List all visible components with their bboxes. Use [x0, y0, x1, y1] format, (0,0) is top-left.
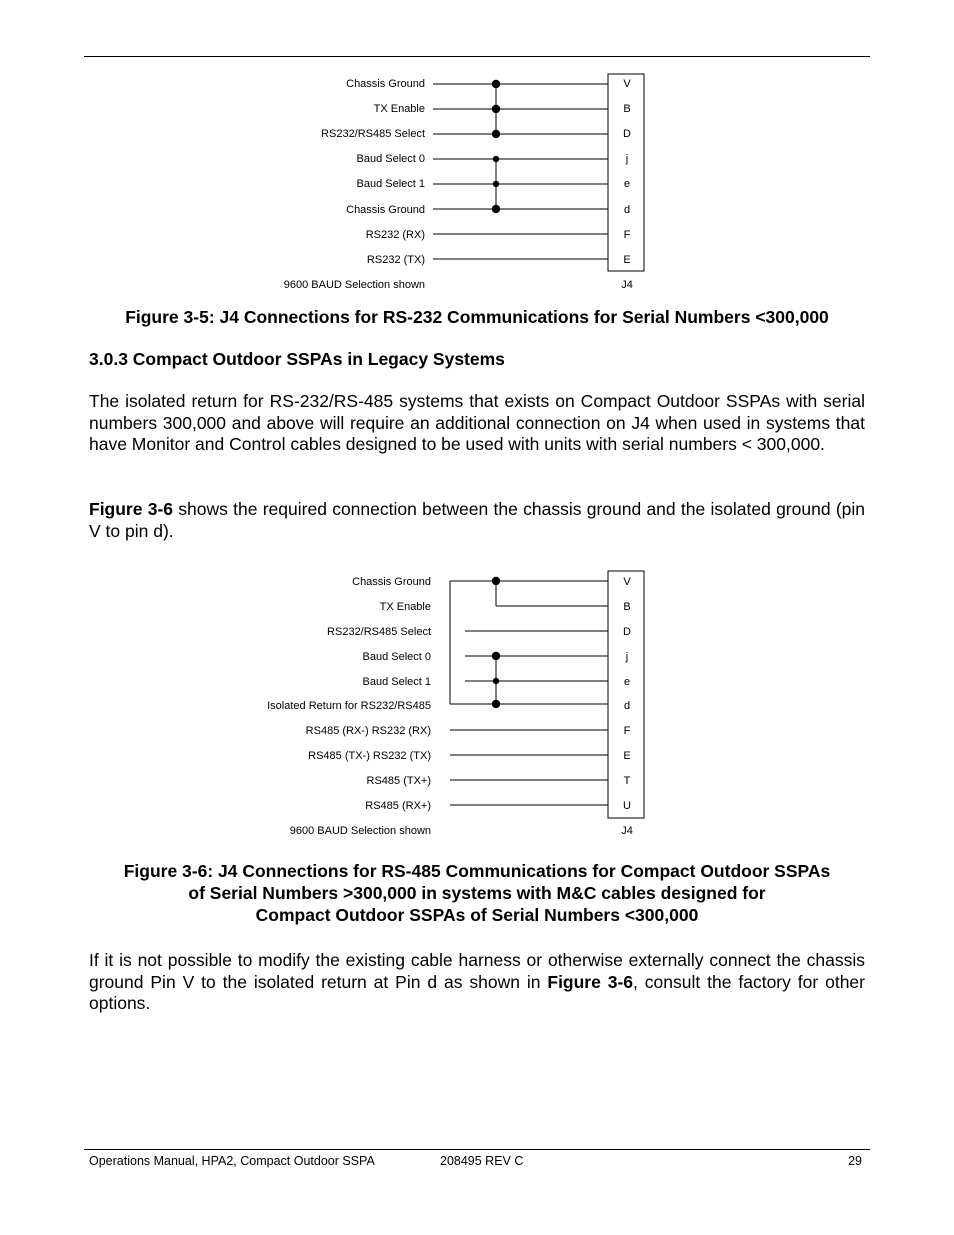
pin-label: B: [623, 103, 631, 115]
signal-label: RS232/RS485 Select: [327, 626, 431, 638]
caption-line: of Serial Numbers >300,000 in systems with M&C cables designed for: [188, 883, 766, 903]
pin-label: V: [623, 576, 631, 588]
signal-label: Baud Select 0: [356, 153, 425, 165]
header-rule: [84, 56, 870, 57]
pin-label: F: [623, 725, 631, 737]
figure-3-5-pins: [621, 78, 633, 291]
connector-label: J4: [621, 279, 633, 291]
pin-label: U: [623, 800, 631, 812]
figure-3-6-caption: [84, 860, 870, 926]
pin-label: D: [623, 128, 631, 140]
signal-label: RS232/RS485 Select: [321, 128, 425, 140]
paragraph-figure-reference: [89, 499, 865, 542]
section-heading: 3.0.3 Compact Outdoor SSPAs in Legacy Systems: [89, 349, 505, 369]
pin-label: E: [623, 750, 631, 762]
pin-label: E: [623, 254, 631, 266]
figure-3-6-diagram: [0, 568, 954, 840]
paragraph-closing: [89, 950, 865, 1015]
signal-label: RS232 (RX): [365, 229, 425, 241]
signal-label: RS485 (RX-) RS232 (RX): [305, 725, 431, 737]
signal-label: RS485 (TX-) RS232 (TX): [308, 750, 431, 762]
pin-label: d: [623, 700, 631, 712]
caption-line: Compact Outdoor SSPAs of Serial Numbers <300,000: [255, 905, 699, 925]
figure-3-6-pins: [621, 576, 633, 837]
paragraph-text: If it is not possible to modify the existing cable harness or otherwise externally connect the chassis ground Pin V to the isolated return at Pin d as shown in: [89, 950, 865, 992]
connector-label: J4: [621, 825, 633, 837]
baud-note: 9600 BAUD Selection shown: [289, 825, 431, 837]
pin-label: V: [623, 78, 631, 90]
signal-label: RS232 (TX): [366, 254, 425, 266]
figure-3-6-labels: [267, 576, 431, 837]
footer-document-number: 208495 REV C: [440, 1154, 524, 1168]
figure-3-5-wires: [433, 74, 644, 271]
pin-label: D: [623, 626, 631, 638]
baud-note: 9600 BAUD Selection shown: [283, 279, 425, 291]
figure-3-5-diagram: [0, 70, 954, 295]
pin-label: j: [625, 651, 629, 663]
paragraph-text: , consult the factory for other options.: [89, 971, 865, 1014]
signal-label: RS485 (TX+): [366, 775, 431, 787]
caption-line: Figure 3-6: J4 Connections for RS-485 Communications for Compact Outdoor SSPAs: [123, 861, 831, 881]
pin-label: F: [623, 229, 631, 241]
pin-label: e: [623, 178, 631, 190]
pin-label: T: [623, 775, 631, 787]
footer-rule: [84, 1149, 870, 1150]
footer-page-number: 29: [848, 1154, 862, 1168]
figure-3-5-labels: [284, 78, 425, 291]
signal-label: Isolated Return for RS232/RS485: [267, 700, 431, 712]
paragraph-isolated-return: The isolated return for RS-232/RS-485 systems that exists on Compact Outdoor SSPAs with serial numbers 300,000 and above will require an additional connection on J4 when used in systems that have Monitor and Control cables designed to be used with units with serial numbers < 300,000.: [89, 391, 865, 455]
figure-3-5-caption: Figure 3-5: J4 Connections for RS-232 Communications for Serial Numbers <300,000: [125, 307, 829, 327]
signal-label: Baud Select 1: [356, 178, 425, 190]
footer-manual-title: Operations Manual, HPA2, Compact Outdoor SSPA: [89, 1154, 375, 1168]
signal-label: Baud Select 1: [362, 676, 431, 688]
signal-label: RS485 (RX+): [365, 800, 431, 812]
figure-reference: Figure 3-6: [547, 971, 634, 992]
figure-reference: Figure 3-6: [89, 499, 174, 519]
figure-3-6-wires: [450, 571, 644, 818]
signal-label: TX Enable: [379, 601, 431, 613]
signal-label: Chassis Ground: [352, 576, 431, 588]
signal-label: Baud Select 0: [362, 651, 431, 663]
pin-label: B: [623, 601, 631, 613]
signal-label: Chassis Ground: [346, 78, 425, 90]
pin-label: e: [623, 676, 631, 688]
paragraph-text: shows the required connection between the chassis ground and the isolated ground (pin V to pin d).: [89, 499, 865, 541]
pin-label: j: [625, 153, 629, 165]
pin-label: d: [623, 204, 631, 216]
signal-label: TX Enable: [373, 103, 425, 115]
signal-label: Chassis Ground: [346, 204, 425, 216]
